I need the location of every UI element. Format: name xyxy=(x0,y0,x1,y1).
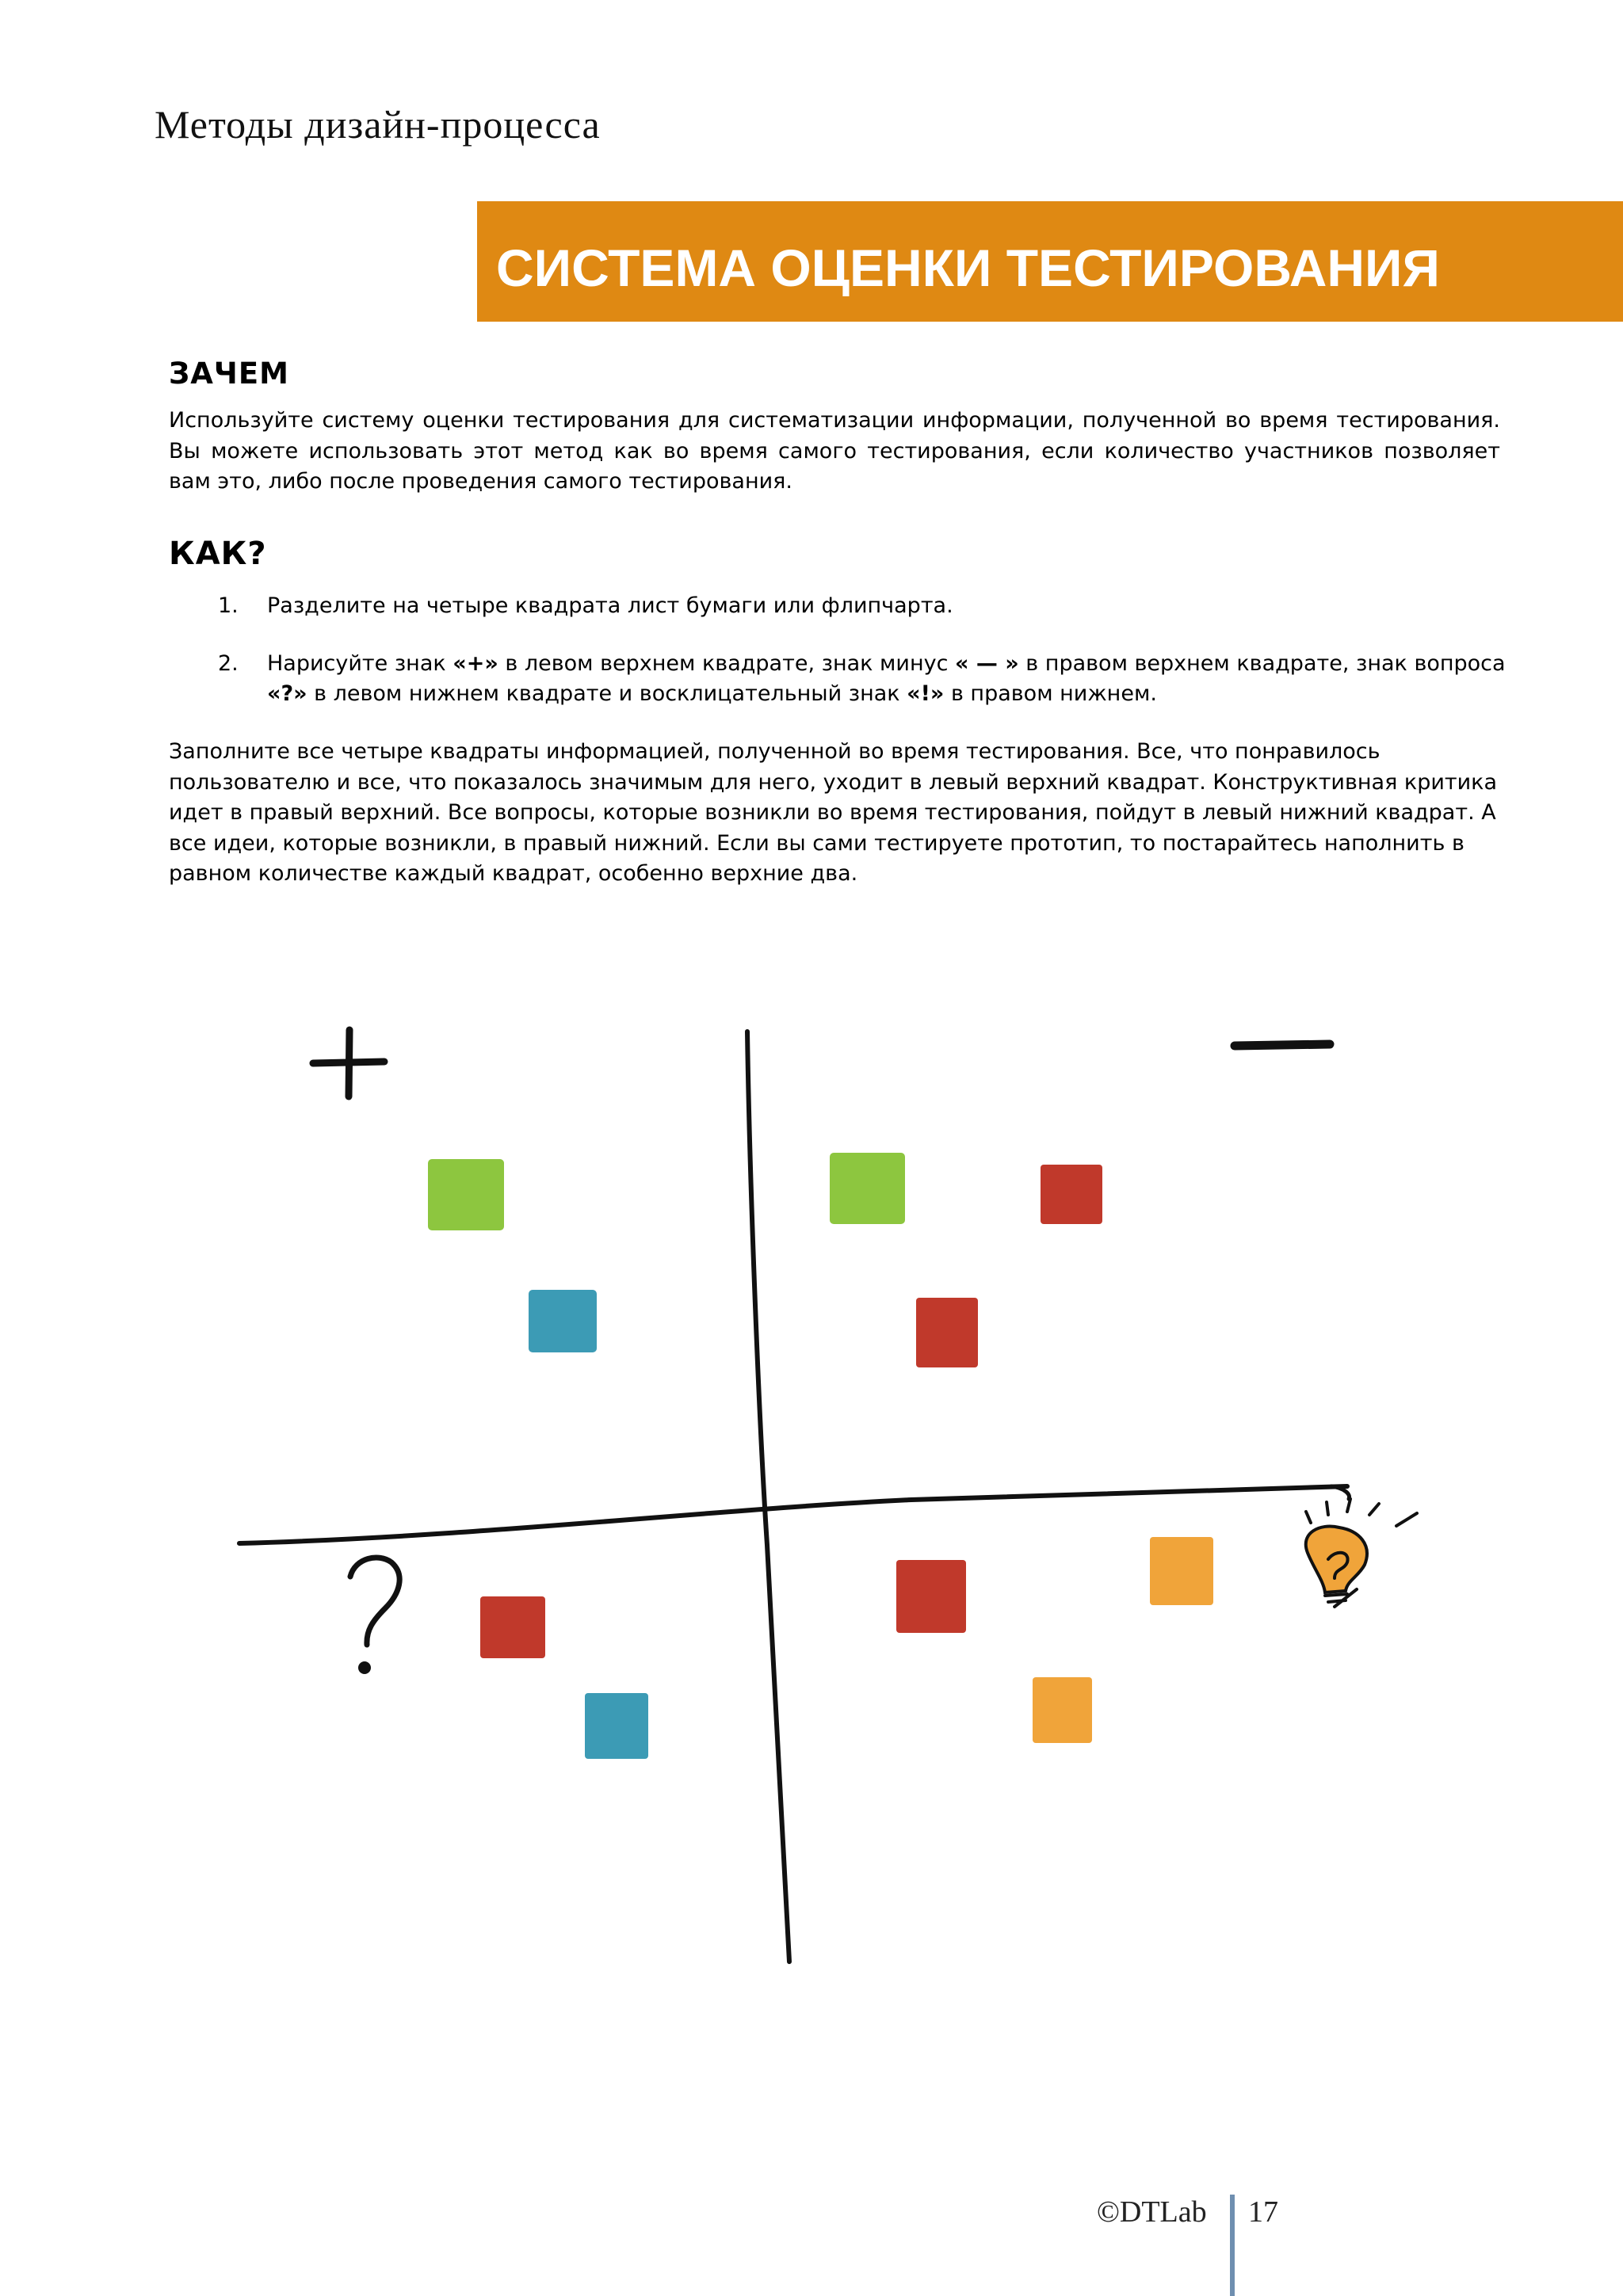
step-text-part: в правом нижнем. xyxy=(944,681,1157,706)
list-item xyxy=(169,649,1516,710)
step-text-part: Нарисуйте знак xyxy=(267,650,453,676)
footer-divider xyxy=(1230,2195,1235,2296)
evaluation-grid-diagram xyxy=(0,935,1623,2044)
sticky-note-red xyxy=(480,1596,545,1658)
lightbulb-icon xyxy=(1306,1499,1417,1607)
minus-sign-quote: « — » xyxy=(955,650,1019,676)
sticky-note-green xyxy=(830,1153,905,1224)
sticky-note-blue xyxy=(585,1693,648,1759)
page-number: 17 xyxy=(1248,2195,1278,2229)
minus-sign xyxy=(1235,1044,1330,1046)
sticky-note-red xyxy=(1041,1165,1102,1224)
how-paragraph: Заполните все четыре квадраты информацией, полученной во время тестирования. Все, что понравилось пользователю и все, что показалось значимым для него, уходит в левый верхний квадрат. Конструктивная критика идет в правый верхний. Все вопросы, которые возникли во время тестирования, пойдут в левый нижний квадрат. А все идеи, которые возникли, в правый нижний. Если вы сами тестируете прототип, то постарайтесь наполнить в равном количестве каждый квадрат, особенно верхние два. xyxy=(169,739,1498,886)
why-text: Используйте систему оценки тестирования для систематизации информации, полученной во время тестирования. Вы можете использовать этот метод как во время самого тестирования, если количество участников позволяет вам это, либо после проведения самого тестирования. xyxy=(169,408,1500,494)
step-number: 2. xyxy=(218,650,239,676)
sticky-note-blue xyxy=(529,1290,597,1352)
sticky-note-orange xyxy=(1150,1537,1213,1605)
vertical-axis xyxy=(747,1032,789,1962)
question-mark-sign xyxy=(350,1558,399,1674)
section-title: СИСТЕМА ОЦЕНКИ ТЕСТИРОВАНИЯ xyxy=(496,238,1440,297)
sticky-note-orange xyxy=(1033,1677,1092,1743)
why-heading: ЗАЧЕМ xyxy=(169,357,289,391)
how-heading: КАК? xyxy=(169,536,267,572)
plus-sign xyxy=(313,1030,384,1097)
question-sign-quote: «?» xyxy=(267,681,307,706)
page-header-title: Методы дизайн-процесса xyxy=(155,102,601,147)
plus-sign-quote: «+» xyxy=(453,650,498,676)
step-text-part: в левом верхнем квадрате, знак минус xyxy=(498,650,956,676)
step-number: 1. xyxy=(218,593,239,618)
horizontal-axis xyxy=(239,1486,1347,1543)
sticky-note-red xyxy=(896,1560,966,1633)
copyright-text: ©DTLab xyxy=(1097,2195,1207,2229)
exclamation-sign-quote: «!» xyxy=(907,681,945,706)
sticky-note-green xyxy=(428,1159,504,1230)
step-text: Разделите на четыре квадрата лист бумаги или флипчарта. xyxy=(267,593,953,618)
step-text-part: в правом верхнем квадрате, знак вопроса xyxy=(1018,650,1506,676)
sticky-note-red xyxy=(916,1298,978,1367)
how-steps-list xyxy=(169,591,1516,737)
list-item xyxy=(169,591,1516,622)
step-text-part: в левом нижнем квадрате и восклицательный знак xyxy=(307,681,907,706)
